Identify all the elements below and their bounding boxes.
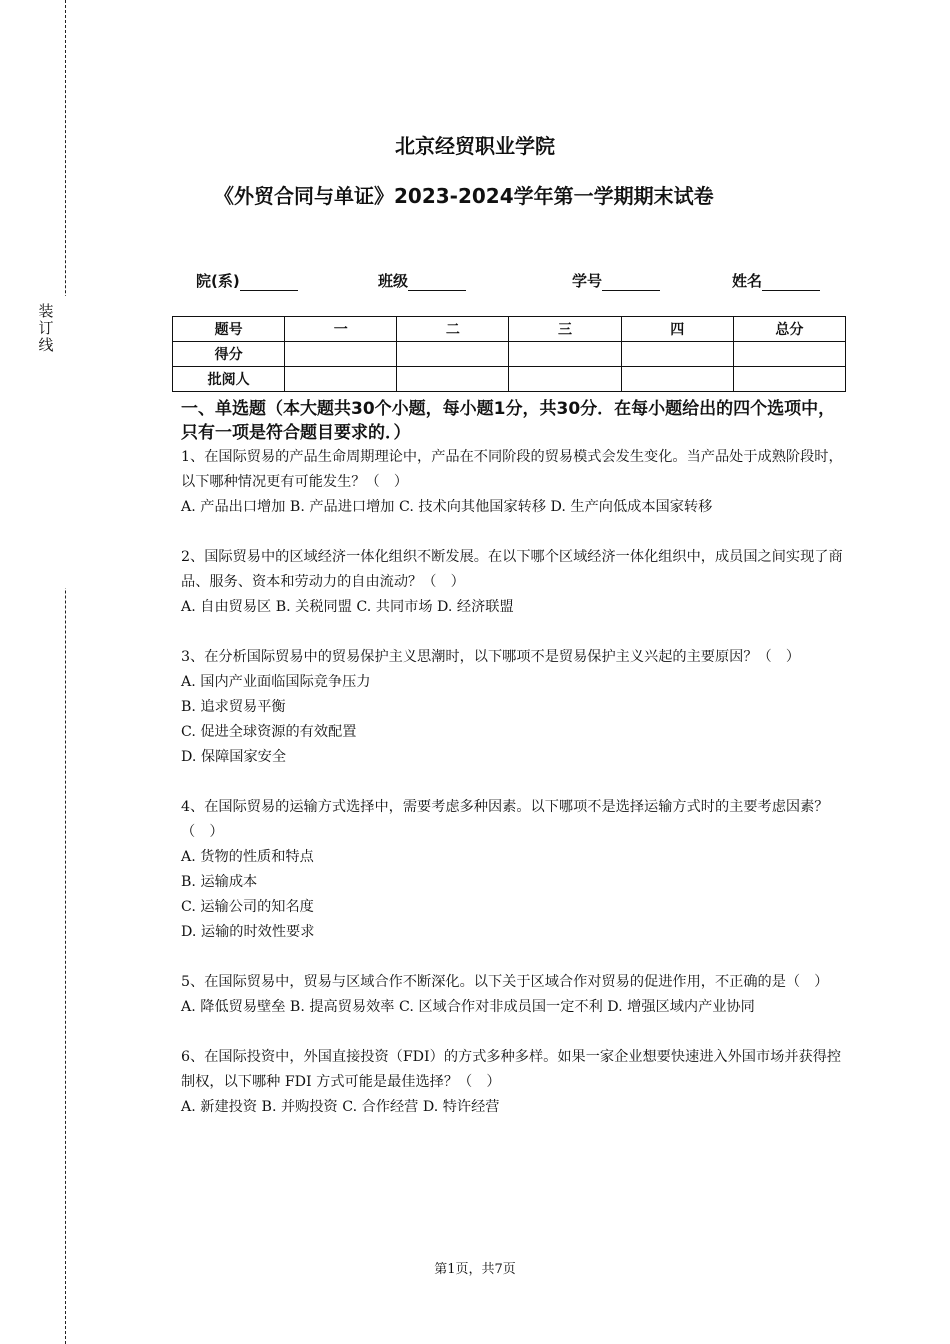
student-no-blank[interactable] [602, 274, 660, 291]
department-blank[interactable] [240, 274, 298, 291]
page-footer: 第1页，共7页 [434, 1262, 516, 1277]
header-cell: 三 [509, 317, 621, 342]
option-c: C. 运输公司的知名度 [181, 899, 314, 915]
student-no-field[interactable] [572, 270, 660, 291]
department-field[interactable] [196, 270, 298, 291]
question-4 [181, 795, 845, 945]
name-field[interactable] [732, 270, 820, 291]
school-name: 北京经贸职业学院 [395, 134, 555, 158]
header-cell: 一 [285, 317, 397, 342]
grader-cell[interactable] [733, 367, 845, 392]
question-2 [181, 545, 845, 620]
question-stem: 2、国际贸易中的区域经济一体化组织不断发展。在以下哪个区域经济一体化组织中，成员国之间实现了商品、服务、资本和劳动力的自由流动？（ ） [181, 549, 843, 590]
score-cell[interactable] [509, 342, 621, 367]
score-cell[interactable] [621, 342, 733, 367]
score-table [172, 316, 846, 392]
header-cell: 题号 [173, 317, 285, 342]
question-stem: 5、在国际贸易中，贸易与区域合作不断深化。以下关于区域合作对贸易的促进作用，不正确的是（ ） [181, 974, 829, 990]
row-label: 批阅人 [173, 367, 285, 392]
row-label: 得分 [173, 342, 285, 367]
question-stem: 1、在国际贸易的产品生命周期理论中，产品在不同阶段的贸易模式会发生变化。当产品处于成熟阶段时，以下哪种情况更有可能发生？（ ） [181, 449, 843, 490]
header-cell: 总分 [733, 317, 845, 342]
question-list [181, 445, 845, 1145]
class-field[interactable] [378, 270, 466, 291]
header-cell: 四 [621, 317, 733, 342]
question-options: A. 降低贸易壁垒 B. 提高贸易效率 C. 区域合作对非成员国一定不利 D. 增强区域内产业协同 [181, 999, 755, 1015]
score-table-header-row [173, 317, 846, 342]
option-b: B. 运输成本 [181, 874, 258, 890]
question-stem: 3、在分析国际贸易中的贸易保护主义思潮时，以下哪项不是贸易保护主义兴起的主要原因？（ ） [181, 649, 801, 665]
option-a: A. 货物的性质和特点 [181, 849, 314, 865]
option-d: D. 保障国家安全 [181, 749, 287, 765]
name-blank[interactable] [762, 274, 820, 291]
option-c: C. 促进全球资源的有效配置 [181, 724, 357, 740]
grader-cell[interactable] [621, 367, 733, 392]
section-heading: 一、单选题（本大题共30个小题，每小题1分，共30分．在每小题给出的四个选项中，只有一项是符合题目要求的．） [181, 399, 836, 443]
binding-label: 装订线 [38, 302, 54, 354]
binding-line [65, 0, 66, 1344]
score-cell[interactable] [733, 342, 845, 367]
grader-cell[interactable] [509, 367, 621, 392]
header-cell: 二 [397, 317, 509, 342]
student-no-label: 学号 [572, 272, 603, 290]
option-b: B. 追求贸易平衡 [181, 699, 286, 715]
name-label: 姓名 [732, 272, 763, 290]
class-label: 班级 [378, 272, 409, 290]
question-stem: 6、在国际投资中，外国直接投资（FDI）的方式多种多样。如果一家企业想要快速进入外国市场并获得控制权，以下哪种 FDI 方式可能是最佳选择？（ ） [181, 1049, 842, 1090]
binding-line-gap [60, 296, 72, 588]
question-3 [181, 645, 845, 770]
question-stem: 4、在国际贸易的运输方式选择中，需要考虑多种因素。以下哪项不是选择运输方式时的主要考虑因素？（ ） [181, 799, 829, 840]
question-5 [181, 970, 845, 1020]
score-cell[interactable] [285, 342, 397, 367]
question-options: A. 自由贸易区 B. 关税同盟 C. 共同市场 D. 经济联盟 [181, 599, 514, 615]
department-label: 院(系) [196, 272, 240, 290]
exam-title: 《外贸合同与单证》2023-2024学年第一学期期末试卷 [214, 184, 714, 208]
question-options: A. 产品出口增加 B. 产品进口增加 C. 技术向其他国家转移 D. 生产向低成本国家转移 [181, 499, 713, 515]
score-row [173, 342, 846, 367]
question-6 [181, 1045, 845, 1120]
question-1 [181, 445, 845, 520]
grader-row [173, 367, 846, 392]
grader-cell[interactable] [397, 367, 509, 392]
grader-cell[interactable] [285, 367, 397, 392]
class-blank[interactable] [408, 274, 466, 291]
question-options: A. 新建投资 B. 并购投资 C. 合作经营 D. 特许经营 [181, 1099, 500, 1115]
student-info-row [0, 270, 950, 292]
option-d: D. 运输的时效性要求 [181, 924, 315, 940]
option-a: A. 国内产业面临国际竞争压力 [181, 674, 371, 690]
score-cell[interactable] [397, 342, 509, 367]
